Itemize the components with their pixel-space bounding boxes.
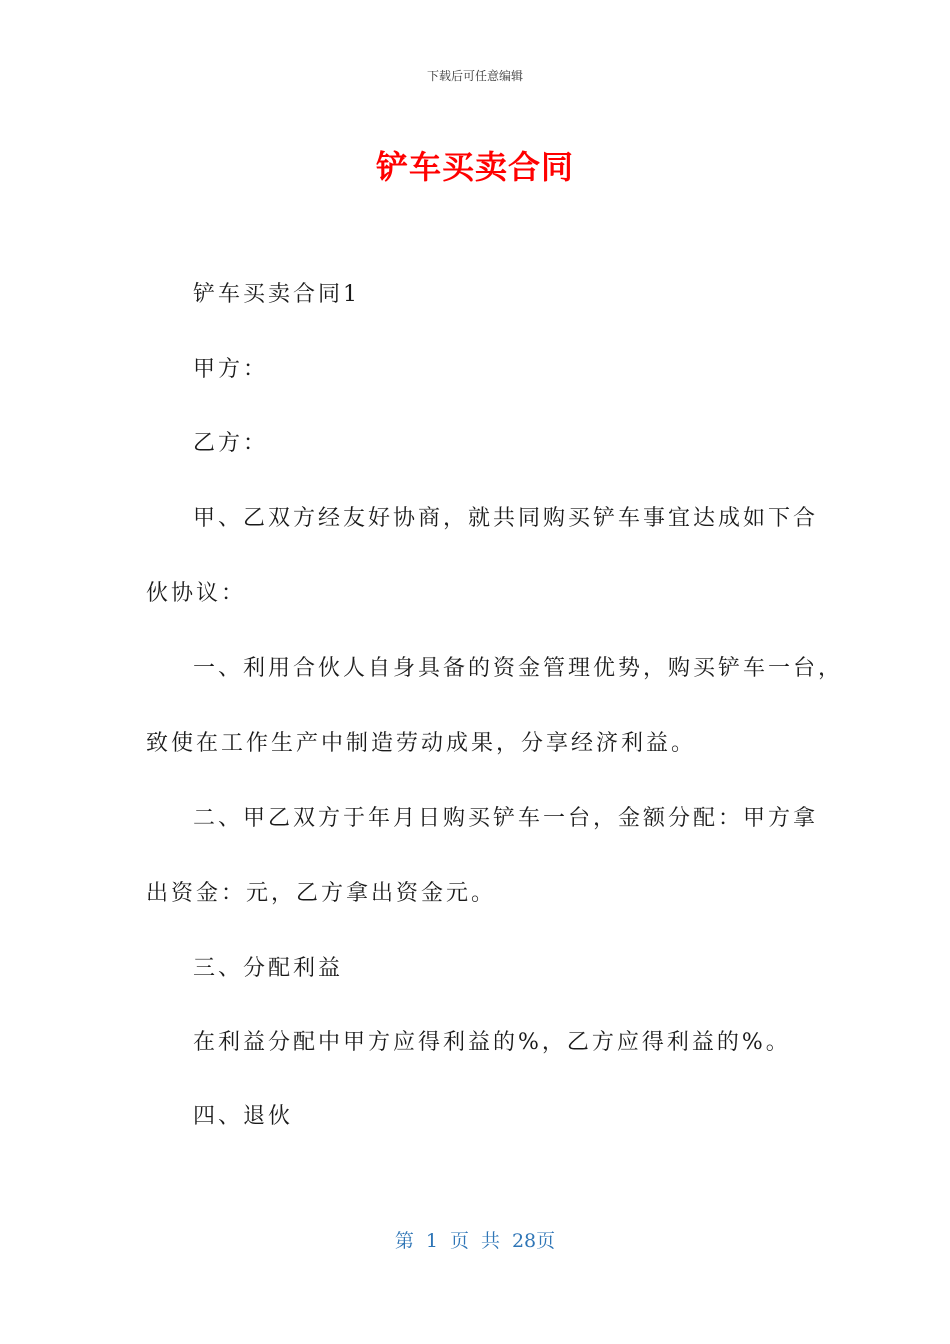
preamble-line-1: 甲、乙双方经友好协商，就共同购买铲车事宜达成如下合 <box>193 506 819 531</box>
document-title: 铲车买卖合同 <box>375 148 574 186</box>
footer-ye: 页 <box>449 1230 469 1252</box>
clause-3-body: 在利益分配中甲方应得利益的%，乙方应得利益的%。 <box>193 1030 791 1055</box>
clause-2-line-1: 二、甲乙双方于年月日购买铲车一台，金额分配：甲方拿 <box>193 806 819 831</box>
header-note: 下载后可任意编辑 <box>426 69 523 83</box>
clause-2-line-2: 出资金：元，乙方拿出资金元。 <box>146 881 497 906</box>
clause-1-line-2: 致使在工作生产中制造劳动成果，分享经济利益。 <box>146 731 697 756</box>
clause-4-heading: 四、退伙 <box>193 1104 294 1129</box>
footer-di: 第 <box>394 1230 414 1252</box>
preamble-line-2: 伙协议： <box>146 581 247 606</box>
contract-subtitle: 铲车买卖合同1 <box>193 282 360 307</box>
footer-gong: 共 <box>480 1230 500 1252</box>
party-a-line: 甲方： <box>193 357 269 382</box>
footer-total-pages: 28页 <box>511 1230 556 1252</box>
party-b-line: 乙方： <box>193 431 269 456</box>
page-footer <box>0 1226 950 1253</box>
clause-1-line-1: 一、利用合伙人自身具备的资金管理优势，购买铲车一台， <box>193 656 844 681</box>
clause-3-heading: 三、分配利益 <box>193 956 344 981</box>
footer-page-number: 1 <box>425 1230 438 1252</box>
